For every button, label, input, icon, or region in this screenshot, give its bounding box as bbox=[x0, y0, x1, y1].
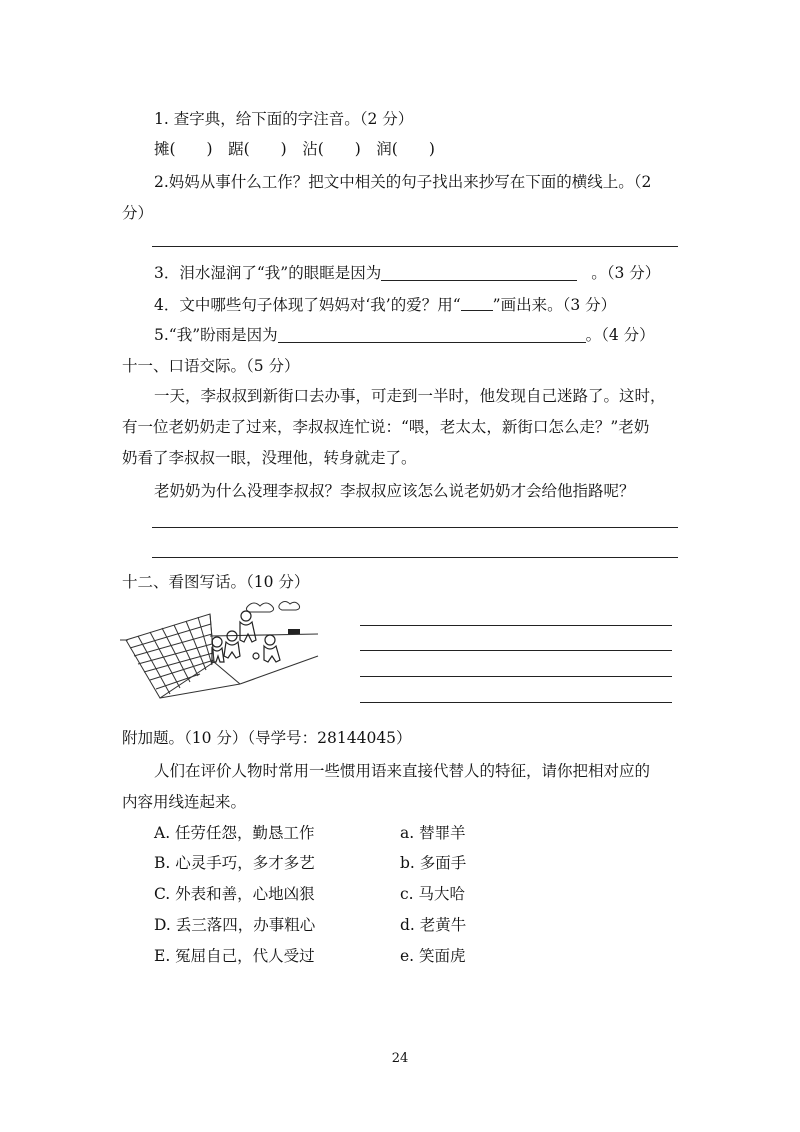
right-option-a[interactable]: a. 替罪羊 bbox=[400, 824, 466, 842]
q4 bbox=[154, 294, 616, 316]
right-option-e[interactable]: e. 笑面虎 bbox=[400, 947, 466, 965]
left-option-c[interactable]: C. 外表和善，心地凶狠 bbox=[154, 885, 315, 903]
sec11-para-line1: 一天，李叔叔到新街口去办事，可走到一半时，他发现自己迷路了。这时， bbox=[154, 387, 666, 405]
left-option-e[interactable]: E. 冤屈自己，代人受过 bbox=[154, 947, 315, 965]
q5-text: 5.“我”盼雨是因为 bbox=[154, 326, 278, 344]
bonus-intro-line2: 内容用线连起来。 bbox=[122, 793, 247, 811]
sec12-writing-line-3[interactable] bbox=[360, 676, 672, 677]
left-option-d[interactable]: D. 丢三落四，办事粗心 bbox=[154, 916, 316, 934]
q3 bbox=[154, 262, 660, 284]
right-option-d[interactable]: d. 老黄牛 bbox=[400, 916, 467, 934]
sec11-answer-line-1[interactable] bbox=[152, 527, 678, 528]
sec11-heading: 十一、口语交际。（5 分） bbox=[122, 357, 300, 375]
sec12-writing-line-2[interactable] bbox=[360, 650, 672, 651]
sec11-answer-line-2[interactable] bbox=[152, 557, 678, 558]
q4-text: 4．文中哪些句子体现了妈妈对‘我’的爱？用“ bbox=[154, 296, 461, 314]
sec12-writing-line-4[interactable] bbox=[360, 702, 672, 703]
right-option-c[interactable]: c. 马大哈 bbox=[400, 885, 466, 903]
q5-blank[interactable] bbox=[278, 326, 586, 343]
q2-title-cont: 分） bbox=[122, 204, 154, 222]
q3-text: 3．泪水湿润了“我”的眼眶是因为 bbox=[154, 264, 382, 282]
bonus-intro-line1: 人们在评价人物时常用一些惯用语来直接代替人的特征，请你把相对应的 bbox=[154, 762, 651, 780]
q5-points: 。（4 分） bbox=[585, 326, 655, 344]
far-goal bbox=[288, 629, 300, 634]
soccer-illustration bbox=[120, 596, 320, 702]
q5 bbox=[154, 324, 655, 346]
q2-title: 2.妈妈从事什么工作？把文中相关的句子找出来抄写在下面的横线上。（2 bbox=[154, 173, 652, 191]
left-option-a[interactable]: A. 任劳任怨，勤恳工作 bbox=[154, 824, 315, 842]
bonus-heading: 附加题。（10 分）（导学号：28144045） bbox=[122, 729, 412, 747]
sec11-para-line3: 奶看了李叔叔一眼，没理他，转身就走了。 bbox=[122, 449, 417, 467]
q4-underline-sample bbox=[461, 296, 493, 311]
right-option-b[interactable]: b. 多面手 bbox=[400, 854, 467, 872]
left-option-b[interactable]: B. 心灵手巧，多才多艺 bbox=[154, 854, 315, 872]
cloud-icon bbox=[246, 602, 299, 613]
q2-answer-line[interactable] bbox=[152, 246, 678, 247]
sec11-question: 老奶奶为什么没理李叔叔？李叔叔应该怎么说老奶奶才会给他指路呢？ bbox=[154, 482, 635, 500]
q1-blanks: 摊( ) 踞( ) 沾( ) 润( ) bbox=[154, 140, 435, 158]
page-number: 24 bbox=[391, 1051, 409, 1066]
goal-net bbox=[120, 614, 214, 698]
field-lines bbox=[160, 634, 318, 698]
sec12-writing-line-1[interactable] bbox=[360, 625, 672, 626]
player-figures bbox=[212, 611, 280, 662]
sec11-para-line2: 有一位老奶奶走了过来，李叔叔连忙说：“喂，老太太，新街口怎么走？”老奶 bbox=[122, 418, 650, 436]
sec12-heading: 十二、看图写话。（10 分） bbox=[122, 573, 310, 591]
q3-blank[interactable] bbox=[381, 264, 577, 281]
q1-title: 1. 查字典，给下面的字注音。（2 分） bbox=[154, 110, 414, 128]
q4-points: ”画出来。（3 分） bbox=[492, 296, 617, 314]
q3-points: 。（3 分） bbox=[591, 264, 661, 282]
